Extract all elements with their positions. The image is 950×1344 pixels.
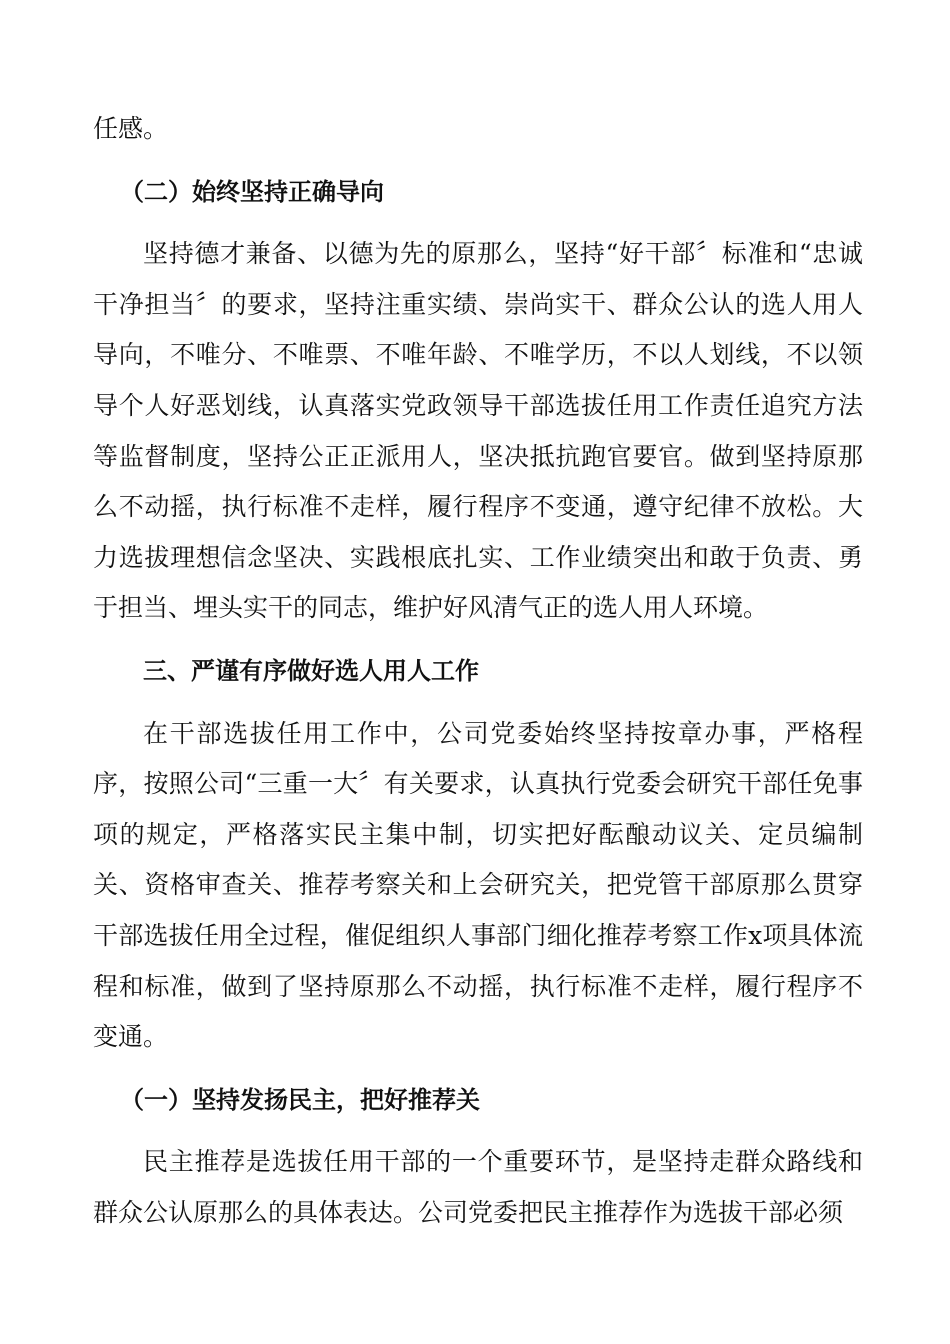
- section-heading-3-1: （一）坚持发扬民主，把好推荐关: [120, 1085, 480, 1114]
- paragraph-democratic-recommendation: 民主推荐是选拔任用干部的一个重要环节，是坚持走群众路线和群众公认原那么的具体表达。公司党委把民主推荐作为选拔干部必须: [93, 1147, 863, 1227]
- paragraph-correct-orientation: 坚持德才兼备、以德为先的原那么，坚持“好干部〞标准和“忠诚干净担当〞的要求，坚持注重实绩、崇尚实干、群众公认的选人用人导向，不唯分、不唯票、不唯年龄、不唯学历，不以人划线，不以领导个人好恶划线，认真落实党政领导干部选拔任用工作责任追究方法等监督制度，坚持公正正派用人，坚决抵抗跑官要官。做到坚持原那么不动摇，执行标准不走样，履行程序不变通，遵守纪律不放松。大力选拔理想信念坚决、实践根底扎实、工作业绩突出和敢于负责、勇于担当、埋头实干的同志，维护好风清气正的选人用人环境。: [93, 239, 863, 623]
- section-heading-2: （二）始终坚持正确导向: [120, 177, 384, 206]
- section-heading-3: 三、严谨有序做好选人用人工作: [143, 656, 479, 685]
- document-body: [93, 104, 863, 1238]
- paragraph-continuation: 任感。: [93, 114, 169, 143]
- paragraph-selection-procedure: 在干部选拔任用工作中，公司党委始终坚持按章办事，严格程序，按照公司“三重一大〞有关要求，认真执行党委会研究干部任免事项的规定，严格落实民主集中制，切实把好酝酿动议关、定员编制关、资格审查关、推荐考察关和上会研究关，把党管干部原那么贯穿干部选拔任用全过程，催促组织人事部门细化推荐考察工作x项具体流程和标准，做到了坚持原那么不动摇，执行标准不走样，履行程序不变通。: [93, 718, 863, 1052]
